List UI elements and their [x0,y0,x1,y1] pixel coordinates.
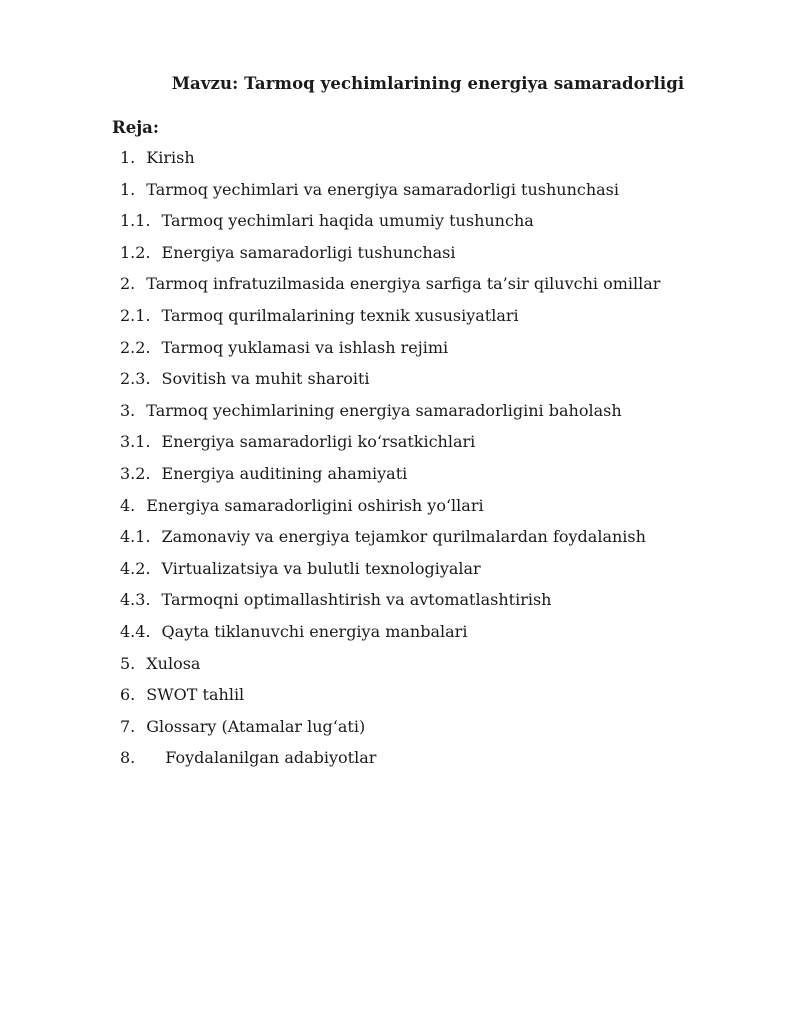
item-text: Virtualizatsiya va bulutli texnologiyalar [161,558,481,578]
list-item [120,273,660,305]
list-item [120,558,660,590]
list-item [120,716,660,748]
list-item [120,337,660,369]
item-number: 4.4. [120,621,151,641]
item-text: Glossary (Atamalar lug‘ati) [146,716,366,736]
item-number: 2. [120,274,136,294]
item-text: Tarmoqni optimallashtirish va avtomatlashtirish [161,590,552,610]
item-text: Kirish [146,148,195,167]
item-text: Tarmoq yechimlari va energiya samaradorligi tushunchasi [146,179,620,199]
item-number: 2.1. [120,305,151,325]
list-item [120,242,660,274]
list-item [120,305,660,337]
item-number: 5. [120,653,136,673]
item-number: 3.1. [120,432,151,452]
list-item [120,526,660,558]
item-text: Sovitish va muhit sharoiti [161,369,370,389]
item-number: 4.3. [120,590,151,610]
list-item [120,621,660,653]
item-text: Energiya auditining ahamiyati [161,463,408,483]
item-text: Xulosa [146,653,201,673]
list-item [120,463,660,495]
item-text: Qayta tiklanuvchi energiya manbalari [161,621,468,641]
list-item [120,684,660,716]
list-item [120,210,660,242]
list-item [120,653,660,685]
item-text: Tarmoq yechimlarining energiya samaradorligini baholash [146,400,622,420]
item-text: Energiya samaradorligi tushunchasi [161,242,456,262]
item-number: 1. [120,148,136,167]
item-number: 6. [120,685,136,705]
item-number: 4.2. [120,558,151,578]
item-number: 1. [120,179,136,199]
item-number: 4.1. [120,527,151,547]
item-number: 3.2. [120,463,151,483]
item-text: Energiya samaradorligini oshirish yo‘llari [146,495,484,515]
item-text: Energiya samaradorligi ko‘rsatkichlari [161,432,476,452]
item-number: 2.2. [120,337,151,357]
item-number: 7. [120,716,136,736]
item-number: 1.2. [120,242,151,262]
item-text: Tarmoq infratuzilmasida energiya sarfiga ta’sir qiluvchi omillar [146,274,661,294]
list-item [120,400,660,432]
document-title: Mavzu: Tarmoq yechimlarining energiya samaradorligi [171,74,685,93]
item-text: Foydalanilgan adabiyotlar [165,748,377,768]
item-text: Tarmoq yuklamasi va ishlash rejimi [161,337,449,357]
item-text: SWOT tahlil [146,685,245,705]
item-text: Tarmoq qurilmalarining texnik xususiyatlari [161,305,519,325]
table-of-contents [120,147,660,779]
item-number: 2.3. [120,369,151,389]
list-item [120,179,660,211]
list-item [120,747,660,779]
item-number: 4. [120,495,136,515]
list-item [120,368,660,400]
list-item [120,495,660,527]
list-item [120,589,660,621]
list-item [120,431,660,463]
item-text: Zamonaviy va energiya tejamkor qurilmalardan foydalanish [161,527,646,547]
item-number: 1.1. [120,211,151,231]
item-text: Tarmoq yechimlari haqida umumiy tushuncha [161,211,534,231]
list-item [120,147,660,179]
item-number: 3. [120,400,136,420]
item-number: 8. [120,748,136,768]
plan-label: Reja: [112,118,159,137]
